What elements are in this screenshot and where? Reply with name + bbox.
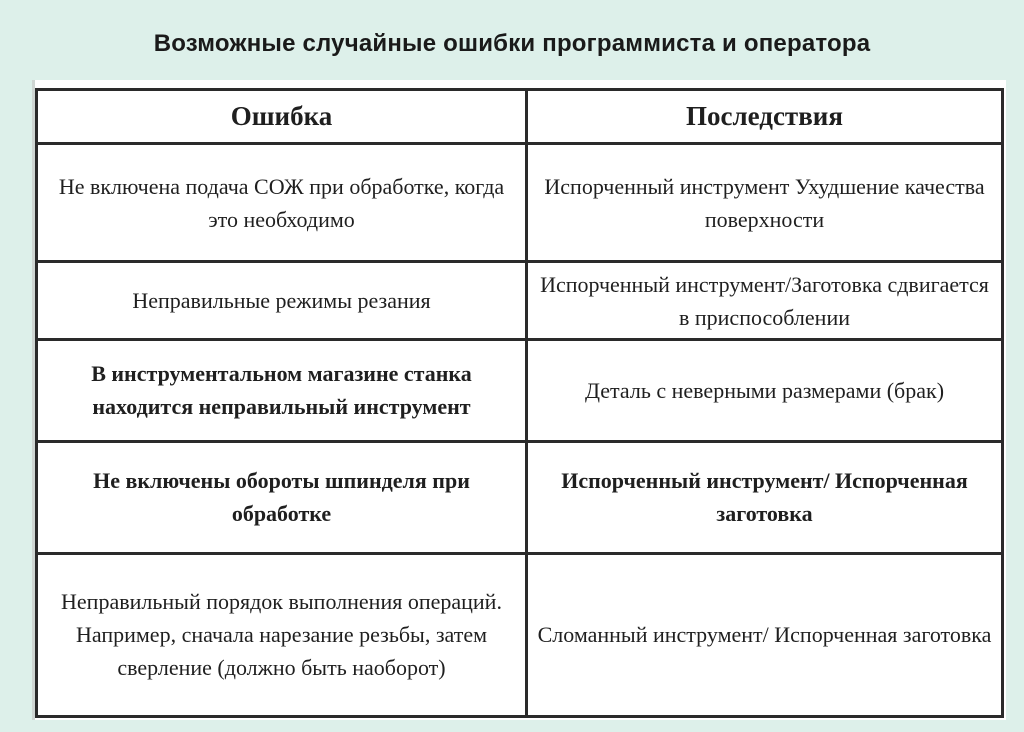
page-title: Возможные случайные ошибки программиста и оператора [153, 30, 871, 57]
errors-table [35, 88, 1004, 718]
table-row [37, 262, 1003, 339]
errors-table-image [32, 80, 1006, 720]
table-header-row [37, 90, 1003, 144]
consequence-cell: Испорченный инструмент/Заготовка сдвигается в приспособлении [527, 262, 1003, 339]
column-header-error: Ошибка [37, 90, 527, 144]
table-row [37, 339, 1003, 441]
consequence-cell: Испорченный инструмент Ухудшение качества поверхности [527, 144, 1003, 262]
column-header-consequence: Последствия [527, 90, 1003, 144]
error-cell: Не включены обороты шпинделя при обработке [37, 441, 527, 553]
table-row [37, 553, 1003, 716]
consequence-cell: Сломанный инструмент/ Испорченная заготовка [527, 553, 1003, 716]
error-cell: Неправильные режимы резания [37, 262, 527, 339]
consequence-cell: Деталь с неверными размерами (брак) [527, 339, 1003, 441]
table-row [37, 144, 1003, 262]
error-cell: Не включена подача СОЖ при обработке, когда это необходимо [37, 144, 527, 262]
error-cell: Неправильный порядок выполнения операций. Например, сначала нарезание резьбы, затем сверление (должно быть наоборот) [37, 553, 527, 716]
table-row [37, 441, 1003, 553]
consequence-cell: Испорченный инструмент/ Испорченная заготовка [527, 441, 1003, 553]
error-cell: В инструментальном магазине станка находится неправильный инструмент [37, 339, 527, 441]
